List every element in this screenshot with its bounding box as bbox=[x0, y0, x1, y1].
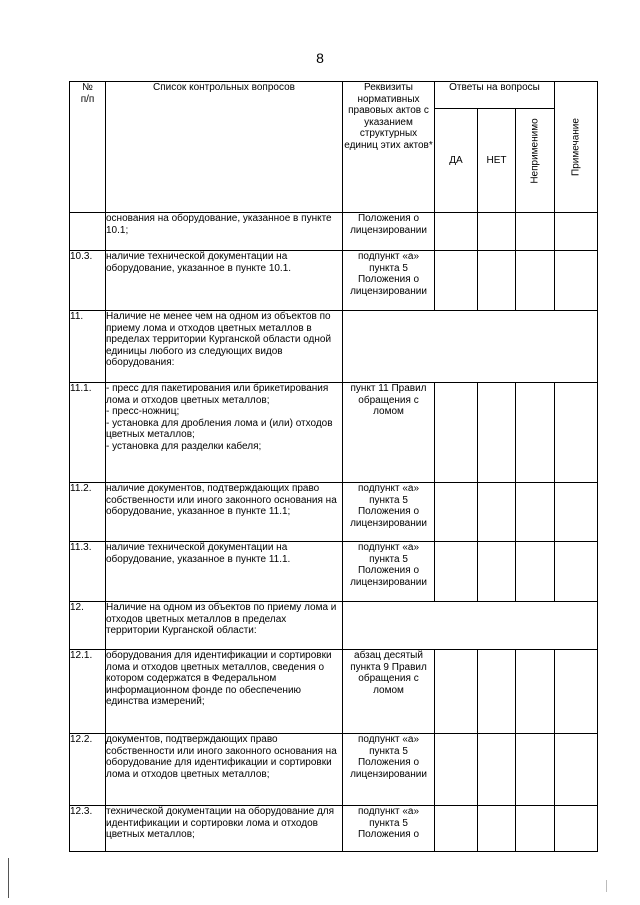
row-requisites: подпункт «а» пункта 5 Положения о лицензировании bbox=[343, 542, 435, 602]
answer-no-cell[interactable] bbox=[478, 483, 516, 542]
table-row bbox=[70, 542, 598, 602]
table-row bbox=[70, 383, 598, 483]
answer-no-cell[interactable] bbox=[478, 383, 516, 483]
answer-no-cell[interactable] bbox=[478, 542, 516, 602]
row-requisites: подпункт «а» пункта 5 Положения о лицензировании bbox=[343, 251, 435, 311]
answer-na-cell[interactable] bbox=[516, 542, 555, 602]
page-number: 8 bbox=[316, 50, 324, 66]
row-question: технической документации на оборудование для идентификации и сортировки лома и отходов цветных металлов; bbox=[106, 806, 343, 852]
answer-na-cell[interactable] bbox=[516, 483, 555, 542]
row-requisites: подпункт «а» пункта 5 Положения о лицензировании bbox=[343, 734, 435, 806]
note-cell[interactable] bbox=[555, 483, 598, 542]
header-num bbox=[70, 82, 106, 213]
answer-no-cell[interactable] bbox=[478, 251, 516, 311]
answer-no-cell[interactable] bbox=[478, 806, 516, 852]
row-question: основания на оборудование, указанное в пункте 10.1; bbox=[106, 213, 343, 251]
answer-no-cell[interactable] bbox=[478, 650, 516, 734]
table-row bbox=[70, 483, 598, 542]
row-num: 10.3. bbox=[70, 251, 106, 311]
header-answers-label: Ответы на вопросы bbox=[449, 82, 540, 93]
header-yes-label: ДА bbox=[449, 154, 463, 166]
row-num: 12.1. bbox=[70, 650, 106, 734]
header-no-label: НЕТ bbox=[486, 154, 507, 166]
answer-na-cell[interactable] bbox=[516, 734, 555, 806]
row-requisites: подпункт «а» пункта 5 Положения о лицензировании bbox=[343, 483, 435, 542]
row-merged-cell bbox=[343, 311, 598, 383]
table-row bbox=[70, 213, 598, 251]
row-question: наличие технической документации на оборудование, указанное в пункте 10.1. bbox=[106, 251, 343, 311]
note-cell[interactable] bbox=[555, 542, 598, 602]
header-answers bbox=[435, 82, 555, 109]
row-num: 11. bbox=[70, 311, 106, 383]
note-cell[interactable] bbox=[555, 383, 598, 483]
header-na bbox=[516, 108, 555, 212]
checklist-table bbox=[69, 81, 598, 852]
table-row bbox=[70, 251, 598, 311]
header-note-label: Примечание bbox=[570, 118, 582, 176]
header-questions-label: Список контрольных вопросов bbox=[153, 82, 295, 93]
answer-yes-cell[interactable] bbox=[435, 213, 478, 251]
answer-yes-cell[interactable] bbox=[435, 734, 478, 806]
table-row bbox=[70, 311, 598, 383]
row-num: 12.3. bbox=[70, 806, 106, 852]
row-requisites: Положения о лицензировании bbox=[343, 213, 435, 251]
header-no bbox=[478, 108, 516, 212]
header-yes bbox=[435, 108, 478, 212]
answer-yes-cell[interactable] bbox=[435, 650, 478, 734]
answer-na-cell[interactable] bbox=[516, 213, 555, 251]
header-requisites-label: Реквизиты нормативных правовых актов с указанием структурных единиц этих актов* bbox=[344, 82, 433, 151]
row-question: оборудования для идентификации и сортировки лома и отходов цветных металлов, сведения о котором содержатся в Федеральном информационном фонде по обеспечению единства измерений; bbox=[106, 650, 343, 734]
header-questions bbox=[106, 82, 343, 213]
row-requisites: абзац десятый пункта 9 Правил обращения с ломом bbox=[343, 650, 435, 734]
note-cell[interactable] bbox=[555, 213, 598, 251]
header-requisites bbox=[343, 82, 435, 213]
row-num: 12. bbox=[70, 602, 106, 650]
scan-margin-mark bbox=[606, 880, 607, 892]
note-cell[interactable] bbox=[555, 650, 598, 734]
table-row bbox=[70, 650, 598, 734]
answer-no-cell[interactable] bbox=[478, 213, 516, 251]
answer-na-cell[interactable] bbox=[516, 650, 555, 734]
answer-na-cell[interactable] bbox=[516, 383, 555, 483]
answer-yes-cell[interactable] bbox=[435, 483, 478, 542]
answer-yes-cell[interactable] bbox=[435, 251, 478, 311]
header-na-label: Неприменимо bbox=[529, 118, 541, 184]
row-num bbox=[70, 213, 106, 251]
row-question: Наличие не менее чем на одном из объектов по приему лома и отходов цветных металлов в пределах территории Курганской области одной единицы любого из следующих видов оборудования: bbox=[106, 311, 343, 383]
answer-na-cell[interactable] bbox=[516, 251, 555, 311]
answer-yes-cell[interactable] bbox=[435, 806, 478, 852]
row-merged-cell bbox=[343, 602, 598, 650]
note-cell[interactable] bbox=[555, 806, 598, 852]
answer-na-cell[interactable] bbox=[516, 806, 555, 852]
row-question: документов, подтверждающих право собственности или иного законного основания на оборудование для идентификации и сортировки лома и отходов цветных металлов; bbox=[106, 734, 343, 806]
row-question: - пресс для пакетирования или брикетирования лома и отходов цветных металлов; - пресс-ножниц; - установка для дробления лома и (или) отходов цветных металлов; - установка для разделки кабеля; bbox=[106, 383, 343, 483]
row-requisites: подпункт «а» пункта 5 Положения о bbox=[343, 806, 435, 852]
row-num: 11.1. bbox=[70, 383, 106, 483]
row-requisites: пункт 11 Правил обращения с ломом bbox=[343, 383, 435, 483]
row-num: 11.3. bbox=[70, 542, 106, 602]
row-num: 12.2. bbox=[70, 734, 106, 806]
note-cell[interactable] bbox=[555, 251, 598, 311]
header-note bbox=[555, 82, 598, 213]
table-row bbox=[70, 602, 598, 650]
table-row bbox=[70, 806, 598, 852]
row-question: наличие документов, подтверждающих право собственности или иного законного основания на оборудование, указанное в пункте 11.1; bbox=[106, 483, 343, 542]
answer-yes-cell[interactable] bbox=[435, 383, 478, 483]
answer-no-cell[interactable] bbox=[478, 734, 516, 806]
row-question: Наличие на одном из объектов по приему лома и отходов цветных металлов в пределах территории Курганской области: bbox=[106, 602, 343, 650]
header-num-label: № п/п bbox=[80, 82, 95, 105]
row-num: 11.2. bbox=[70, 483, 106, 542]
row-question: наличие технической документации на оборудование, указанное в пункте 11.1. bbox=[106, 542, 343, 602]
scan-margin-line bbox=[8, 858, 9, 898]
answer-yes-cell[interactable] bbox=[435, 542, 478, 602]
table-row bbox=[70, 734, 598, 806]
note-cell[interactable] bbox=[555, 734, 598, 806]
